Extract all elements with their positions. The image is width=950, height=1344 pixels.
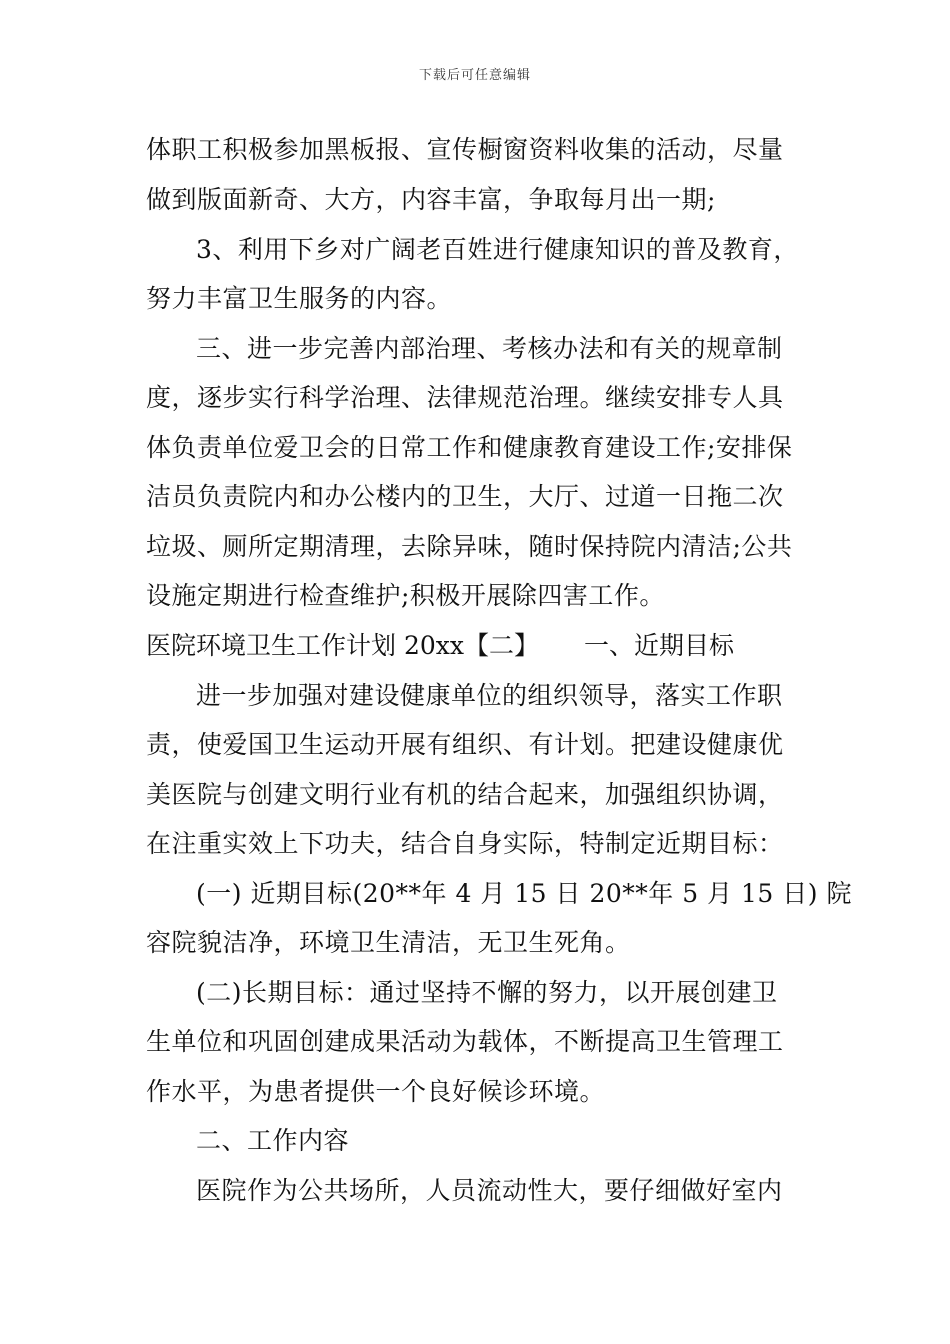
paragraph-line: 三、进一步完善内部治理、考核办法和有关的规章制 xyxy=(196,334,783,363)
paragraph-line: 3、利用下乡对广阔老百姓进行健康知识的普及教育， xyxy=(196,235,799,264)
paragraph-line: 美医院与创建文明行业有机的结合起来，加强组织协调， xyxy=(146,780,784,809)
paragraph-line: 做到版面新奇、大方，内容丰富，争取每月出一期; xyxy=(146,185,716,214)
subsection-heading: 一、近期目标 xyxy=(584,631,735,660)
paragraph-line: 努力丰富卫生服务的内容。 xyxy=(146,284,453,313)
paragraph-line: 医院作为公共场所，人员流动性大，要仔细做好室内 xyxy=(196,1176,783,1205)
paragraph-line: 洁员负责院内和办公楼内的卫生，大厅、过道一日拖二次 xyxy=(146,482,784,511)
plan-title: 医院环境卫生工作计划 20xx【二】 xyxy=(146,631,539,660)
section-heading: 二、工作内容 xyxy=(196,1126,350,1155)
paragraph-line: (一) 近期目标(20**年 4 月 15 日 20**年 5 月 15 日) 院 xyxy=(196,879,852,908)
paragraph-line: 作水平，为患者提供一个良好候诊环境。 xyxy=(146,1077,606,1106)
paragraph-line: 设施定期进行检查维护;积极开展除四害工作。 xyxy=(146,581,665,610)
paragraph-line: 进一步加强对建设健康单位的组织领导，落实工作职 xyxy=(196,681,783,710)
paragraph-line: 责，使爱国卫生运动开展有组织、有计划。把建设健康优 xyxy=(146,730,784,759)
paragraph-line: 垃圾、厕所定期清理，去除异味，随时保持院内清洁;公共 xyxy=(146,532,793,561)
paragraph-line: 体职工积极参加黑板报、宣传橱窗资料收集的活动，尽量 xyxy=(146,135,784,164)
paragraph-line: 在注重实效上下功夫，结合自身实际，特制定近期目标： xyxy=(146,829,784,858)
paragraph-line: 体负责单位爱卫会的日常工作和健康教育建设工作;安排保 xyxy=(146,433,793,462)
paragraph-line: (二)长期目标：通过坚持不懈的努力，以开展创建卫 xyxy=(196,978,778,1007)
paragraph-line: 度，逐步实行科学治理、法律规范治理。继续安排专人具 xyxy=(146,383,784,412)
page-header: 下载后可任意编辑 xyxy=(418,68,531,83)
section-heading-line xyxy=(146,631,806,661)
paragraph-line: 生单位和巩固创建成果活动为载体，不断提高卫生管理工 xyxy=(146,1027,784,1056)
paragraph-line: 容院貌洁净，环境卫生清洁，无卫生死角。 xyxy=(146,928,631,957)
